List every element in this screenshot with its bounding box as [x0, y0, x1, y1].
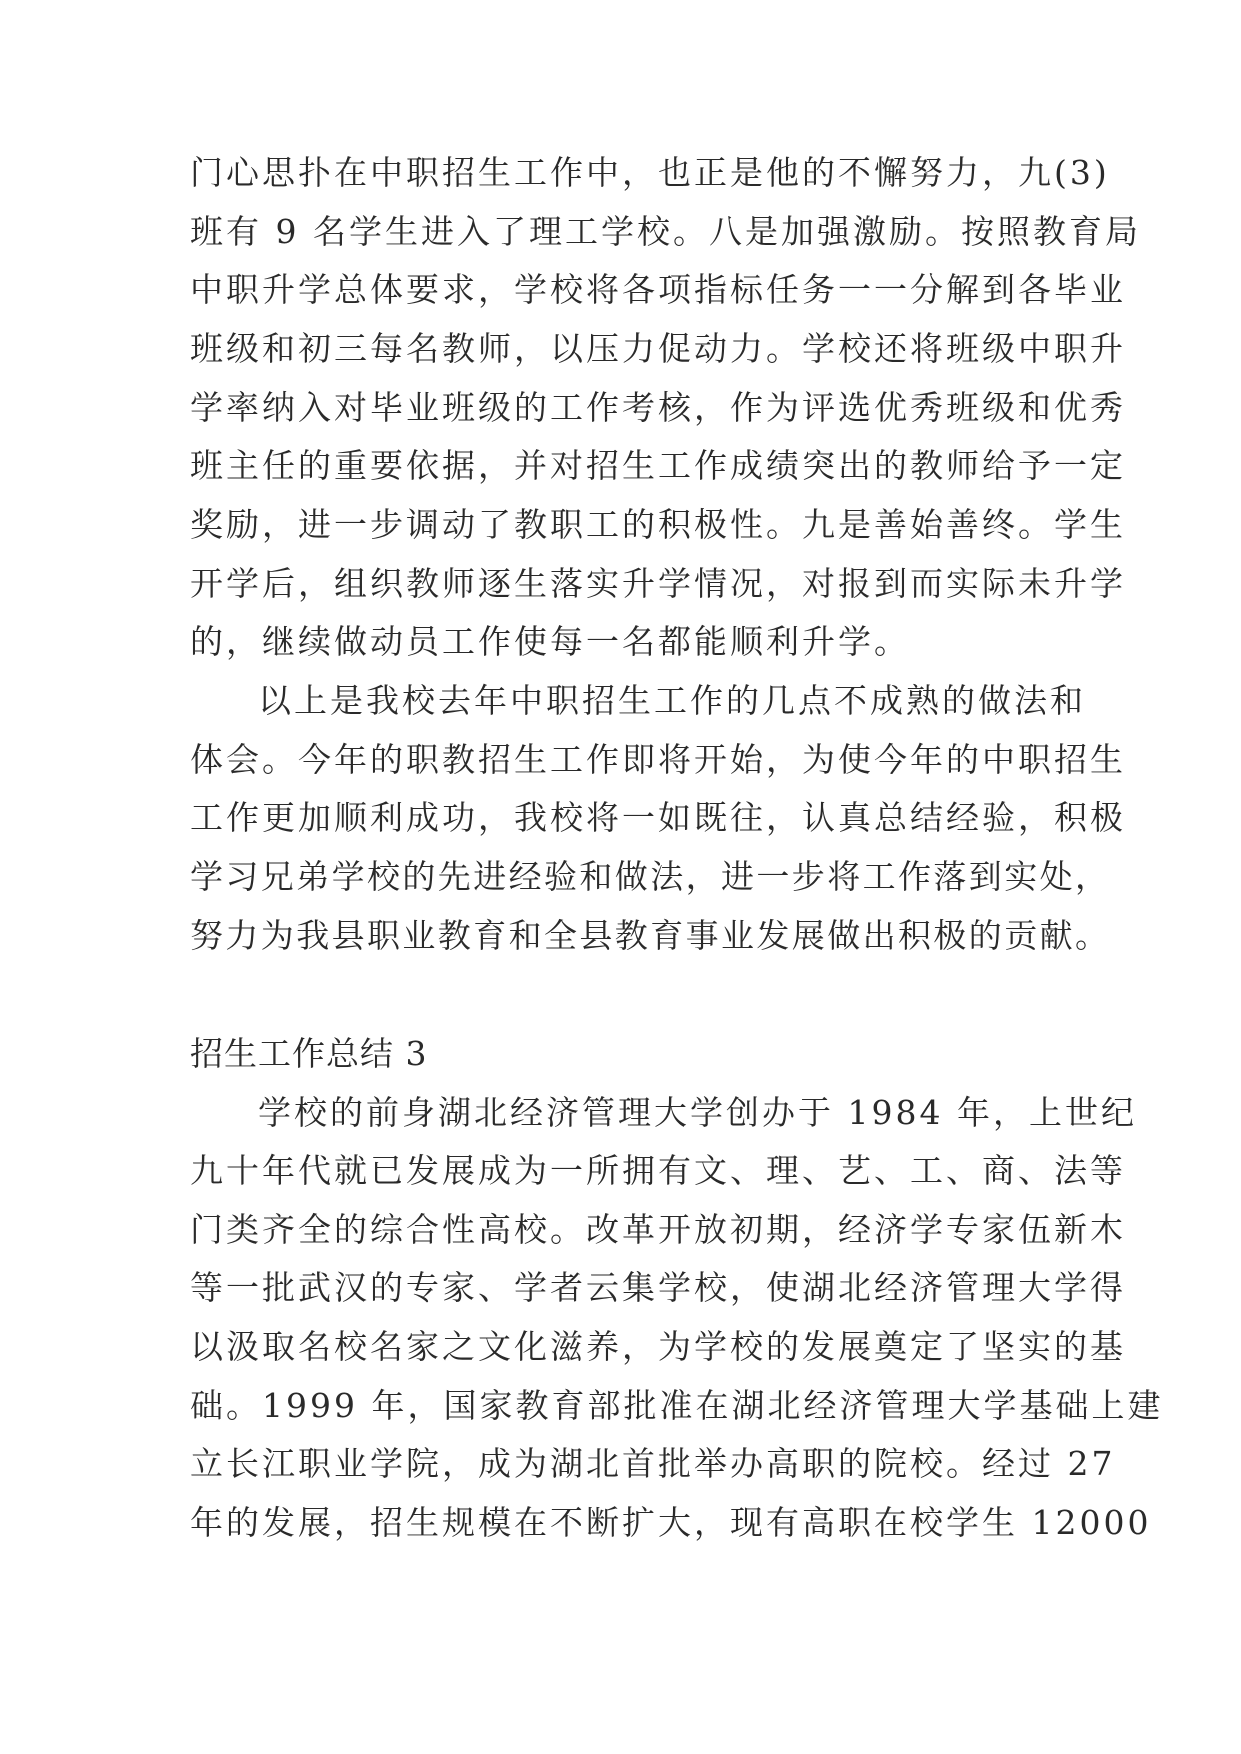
text-line: 班主任的重要依据，并对招生工作成绩突出的教师给予一定: [190, 446, 1126, 485]
text-line: 年的发展，招生规模在不断扩大，现有高职在校学生 12000: [190, 1503, 1152, 1542]
text-line: 础。1999 年，国家教育部批准在湖北经济管理大学基础上建: [190, 1386, 1164, 1425]
text-line: 的，继续做动员工作使每一名都能顺利升学。: [190, 622, 910, 661]
text-line: 奖励，进一步调动了教职工的积极性。九是善始善终。学生: [190, 505, 1126, 544]
text-line: 工作更加顺利成功，我校将一如既往，认真总结经验，积极: [190, 798, 1126, 837]
paragraph-first-line: 以上是我校去年中职招生工作的几点不成熟的做法和: [258, 681, 1086, 720]
text-line: 开学后，组织教师逐生落实升学情况，对报到而实际未升学: [190, 564, 1126, 603]
text-line: 班级和初三每名教师，以压力促动力。学校还将班级中职升: [190, 329, 1126, 368]
text-line: 等一批武汉的专家、学者云集学校，使湖北经济管理大学得: [190, 1268, 1126, 1307]
text-line: 体会。今年的职教招生工作即将开始，为使今年的中职招生: [190, 740, 1126, 779]
text-line: 班有 9 名学生进入了理工学校。八是加强激励。按照教育局: [190, 212, 1141, 251]
text-line: 门心思扑在中职招生工作中，也正是他的不懈努力，九(3): [190, 153, 1110, 192]
section-heading: 招生工作总结 3: [190, 1034, 428, 1073]
text-line: 中职升学总体要求，学校将各项指标任务一一分解到各毕业: [190, 270, 1126, 309]
text-line: 学习兄弟学校的先进经验和做法，进一步将工作落到实处，: [190, 857, 1111, 896]
text-line: 门类齐全的综合性高校。改革开放初期，经济学专家伍新木: [190, 1210, 1126, 1249]
text-line: 九十年代就已发展成为一所拥有文、理、艺、工、商、法等: [190, 1151, 1126, 1190]
text-line: 以汲取名校名家之文化滋养，为学校的发展奠定了坚实的基: [190, 1327, 1126, 1366]
paragraph-first-line: 学校的前身湖北经济管理大学创办于 1984 年，上世纪: [258, 1093, 1137, 1132]
text-line: 努力为我县职业教育和全县教育事业发展做出积极的贡献。: [190, 916, 1111, 955]
text-line: 学率纳入对毕业班级的工作考核，作为评选优秀班级和优秀: [190, 388, 1126, 427]
text-line: 立长江职业学院，成为湖北首批举办高职的院校。经过 27: [190, 1444, 1116, 1483]
